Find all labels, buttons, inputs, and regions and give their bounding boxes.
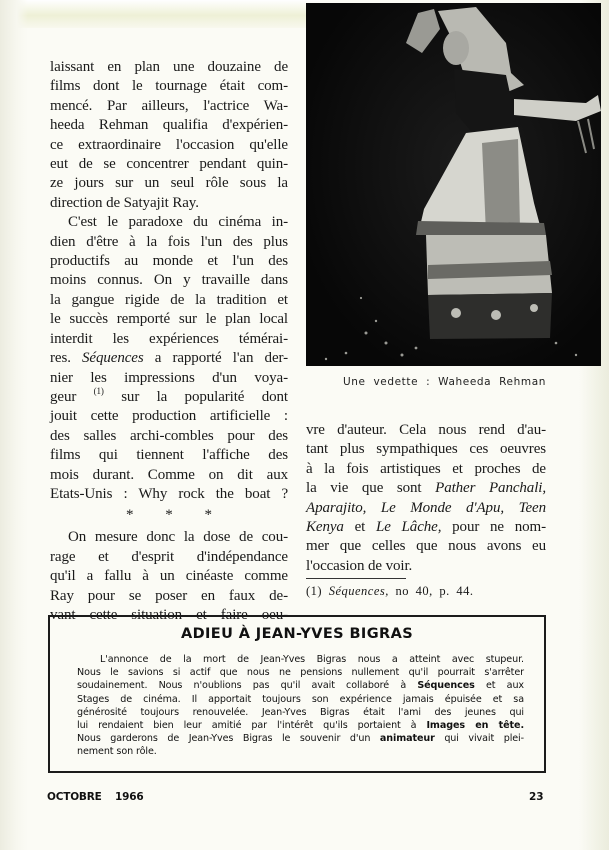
text-line: des salles archi-combles pour des [50,427,288,444]
footnote-detail: no 40, p. 44. [395,584,474,598]
text-line [306,479,546,498]
page-number: 23 [529,791,544,803]
film-title: Pather Panchali, [435,480,546,497]
text-line [77,732,524,745]
photo-caption: Une vedette : Waheeda Rehman [342,376,546,388]
footnote-source: Séquences, [328,584,389,598]
footnote [306,583,474,599]
text-run: lui rendaient bien leur amitié par l'intérêt qu'ils portaient à [77,720,417,732]
paragraph-1 [50,58,288,213]
page-edge-tint-left [0,0,28,850]
obituary-title: ADIEU À JEAN-YVES BIGRAS [180,626,414,642]
publication-title: Séquences [82,350,144,367]
section-separator: * * * [126,507,226,524]
text-line: vre d'auteur. Cela nous rend d'au- [306,422,546,438]
text-line: mencé. Par ailleurs, l'actrice Wa- [50,97,288,114]
text-line: le succès remporté sur le plan local [50,311,288,328]
article-left-column [50,58,288,625]
photo-waheeda-rehman [306,3,601,366]
text-line: eut de se concentrer pendant quin- [50,156,288,173]
article-right-column [306,421,546,576]
text-line: mois durant. Comme on dit aux [50,466,288,483]
film-title: Le Monde d'Apu, [380,499,505,516]
text-line [306,499,546,518]
text-run: soudainement. Nous n'oublions pas qu'il avait collaboré à [77,680,407,692]
text-line: interdit les expériences témérai- [50,330,288,347]
film-title: Teen [518,499,546,516]
text-run: qui vivait plei- [444,733,524,745]
dancer-photo-illustration [306,3,601,366]
text-line: vant cette situation et faire oeu- [50,606,288,623]
text-line: films dont le tournage était com- [50,78,288,95]
text-line [306,518,546,537]
text-line: direction de Satyajit Ray. [50,194,199,211]
text-line: Etats-Unis : Why rock the boat ? [50,485,288,502]
page-edge-tint [0,0,320,28]
text-line: heeda Rehman qualifia d'expérien- [50,117,288,134]
footnote-reference: (1) [93,385,104,396]
text-line: On mesure donc la dose de cou- [68,529,288,546]
text-line: l'occasion de voir. [306,557,413,574]
text-line: productifs au monde et l'un des [50,253,288,270]
text-run: sur la popularité dont [121,388,288,405]
paragraph-4 [306,421,546,576]
text-run: res. [50,350,71,367]
publication-name: Séquences [417,680,475,692]
text-line: jouit cette production artificielle : [50,408,288,425]
text-line: Nous le savions si actif que nous ne pensions nullement qu'il pourrait s'arrêter [77,667,524,679]
footnote-marker: (1) [306,584,323,598]
text-line: dien d'être à la fois l'un des plus [50,233,288,250]
text-run: pour ne nom- [452,519,546,536]
text-run: la vie que sont [306,480,422,497]
text-line: générosité toujours renouvelée. Jean-Yves Bigras était l'ami des jeunes qui [77,706,524,718]
film-title: Aparajito, [306,499,367,516]
emphasis-word: animateur [379,733,435,745]
text-line [77,719,524,732]
text-line: nement son rôle. [77,746,157,758]
text-line: à la fois artistiques et proches de [306,460,546,477]
text-line: ce extraordinaire l'occasion qu'elle [50,136,288,153]
text-line: mer que celles que nous avons eu [306,538,546,555]
text-line: moins connus. On y travaille dans [50,272,288,289]
text-line: ze jours sur un seul rôle sous la [50,175,288,192]
text-line: C'est le paradoxe du cinéma in- [68,214,288,231]
issue-date: OCTOBRE 1966 [47,791,144,803]
film-title: Kenya [306,519,344,536]
text-run: et aux [486,680,525,692]
obituary-box [48,615,546,773]
text-run: a rapporté l'an der- [154,350,288,367]
text-line: Ray pour se poser en faux de- [50,587,288,604]
text-run: et [354,519,366,536]
text-line [50,385,288,407]
text-run: Nous garderons de Jean-Yves Bigras le souvenir d'un [77,733,371,745]
text-run: geur [50,388,77,405]
footnote-rule [306,578,406,579]
paragraph-2 [50,213,288,504]
paragraph-3 [50,528,288,625]
text-line: Stages de cinéma. Il apportait toujours son expérience jamais épuisée et sa [77,693,524,705]
text-line: laissant en plan une douzaine de [50,59,288,75]
text-line: L'annonce de la mort de Jean-Yves Bigras nous a atteint avec stupeur. [100,654,524,665]
text-line: rage et d'esprit d'indépendance [50,548,288,565]
text-line: la gangue rigide de la tradition et [50,291,288,308]
text-line: films qui tiennent l'affiche des [50,447,288,464]
text-line: nier les impressions d'un voya- [50,369,288,386]
text-line [50,349,288,368]
program-name: Images en tête. [426,720,524,732]
text-line: qu'il a fallu à un cinéaste comme [50,568,288,585]
text-line: tant plus sympathiques ces oeuvres [306,441,546,458]
obituary-text [77,653,524,759]
film-title: Le Lâche, [376,519,442,536]
text-line [77,679,524,692]
